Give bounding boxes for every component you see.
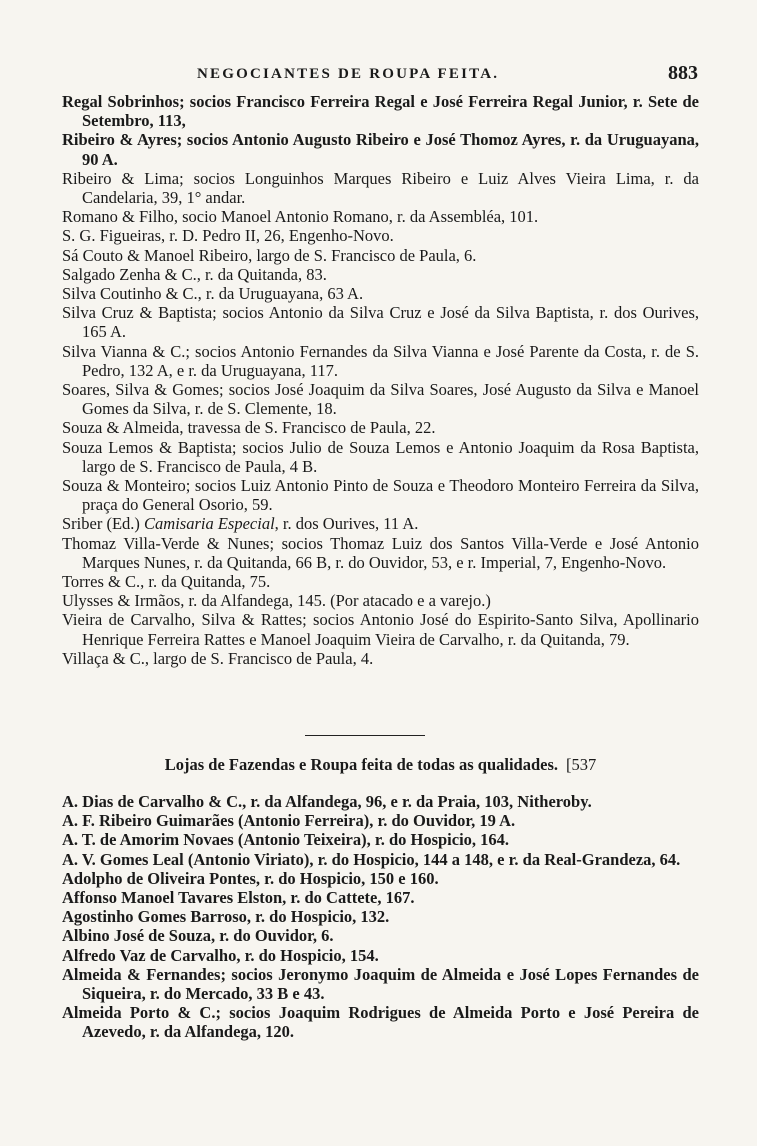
list-item: Agostinho Gomes Barroso, r. do Hospicio, 132. xyxy=(62,907,390,927)
list-item: Adolpho de Oliveira Pontes, r. do Hospicio, 150 e 160. xyxy=(62,868,439,888)
list-item: Regal Sobrinhos; socios Francisco Ferreira Regal e José Ferreira Regal Junior, r. Sete de Setembro, 113, xyxy=(62,92,699,131)
list-item: Alfredo Vaz de Carvalho, r. do Hospicio, 154. xyxy=(62,945,379,965)
list-item: Ribeiro & Lima; socios Longuinhos Marques Ribeiro e Luiz Alves Vieira Lima, r. da Candelaria, 39, 1° andar. xyxy=(62,168,699,208)
list-item: Romano & Filho, socio Manoel Antonio Romano, r. da Assembléa, 101. xyxy=(62,207,539,227)
entry-text: , r. dos Ourives, 11 A. xyxy=(274,514,419,534)
list-item: Silva Coutinho & C., r. da Uruguayana, 63 A. xyxy=(62,284,364,304)
section-title: Lojas de Fazendas e Roupa feita de todas as qualidades. xyxy=(164,755,559,774)
list-item: Souza Lemos & Baptista; socios Julio de Souza Lemos e Antonio Joaquim da Rosa Baptista, largo de S. Francisco de Paula, 4 B. xyxy=(62,437,699,476)
list-item: Thomaz Villa-Verde & Nunes; socios Thomaz Luiz dos Santos Villa-Verde e José Antonio Marques Nunes, r. da Quitanda, 66 B, r. do Ouvidor, 53, e r. Imperial, 7, Engenho-Novo. xyxy=(62,533,699,572)
list-item: S. G. Figueiras, r. D. Pedro II, 26, Engenho-Novo. xyxy=(62,226,394,246)
list-item: Torres & C., r. da Quitanda, 75. xyxy=(62,572,271,592)
list-item: A. Dias de Carvalho & C., r. da Alfandega, 96, e r. da Praia, 103, Nitheroby. xyxy=(62,792,592,811)
list-item: Sá Couto & Manoel Ribeiro, largo de S. Francisco de Paula, 6. xyxy=(62,245,477,265)
list-item: A. T. de Amorim Novaes (Antonio Teixeira), r. do Hospicio, 164. xyxy=(62,830,510,850)
list-item: Salgado Zenha & C., r. da Quitanda, 83. xyxy=(62,264,327,284)
section-reference: [537 xyxy=(566,755,597,774)
list-item: Albino José de Souza, r. do Ouvidor, 6. xyxy=(62,926,334,946)
list-item: Silva Vianna & C.; socios Antonio Fernandes da Silva Vianna e José Parente da Costa, r. de S. Pedro, 132 A, e r. da Uruguayana, 117. xyxy=(62,341,699,380)
list-item: Souza & Almeida, travessa de S. Francisco de Paula, 22. xyxy=(62,418,436,438)
running-title: NEGOCIANTES DE ROUPA FEITA. xyxy=(197,66,500,82)
entry-text: Sriber (Ed.) xyxy=(62,514,145,534)
list-item: Silva Cruz & Baptista; socios Antonio da Silva Cruz e José da Silva Baptista, r. dos Ourives, 165 A. xyxy=(62,303,699,342)
list-item: Villaça & C., largo de S. Francisco de Paula, 4. xyxy=(62,648,374,668)
list-item: Vieira de Carvalho, Silva & Rattes; socios Antonio José do Espirito-Santo Silva, Apollinario Henrique Ferreira Rattes e Manoel Joaquim Vieira de Carvalho, r. da Quitanda, 79. xyxy=(62,610,699,649)
entry-list-bottom xyxy=(62,792,699,1042)
list-item: A. V. Gomes Leal (Antonio Viriato), r. do Hospicio, 144 a 148, e r. da Real-Grandeza, 64. xyxy=(62,849,681,869)
list-item: Affonso Manoel Tavares Elston, r. do Cattete, 167. xyxy=(62,888,415,908)
list-item: Almeida & Fernandes; socios Jeronymo Joaquim de Almeida e José Lopes Fernandes de Siqueira, r. do Mercado, 33 B e 43. xyxy=(62,964,699,1004)
page-header xyxy=(62,62,702,92)
page-number: 883 xyxy=(668,62,698,84)
entry-list-top xyxy=(62,92,699,668)
list-item: A. F. Ribeiro Guimarães (Antonio Ferreira), r. do Ouvidor, 19 A. xyxy=(62,811,516,831)
list-item: Ulysses & Irmãos, r. da Alfandega, 145. (Por atacado e a varejo.) xyxy=(62,591,491,611)
list-item: Ribeiro & Ayres; socios Antonio Augusto Ribeiro e José Thomoz Ayres, r. da Uruguayana, 90 A. xyxy=(62,130,699,169)
list-item: Soares, Silva & Gomes; socios José Joaquim da Silva Soares, José Augusto da Silva e Manoel Gomes da Silva, r. de S. Clemente, 18. xyxy=(62,380,699,419)
section-heading xyxy=(62,755,699,775)
section-divider xyxy=(305,735,425,736)
list-item: Almeida Porto & C.; socios Joaquim Rodrigues de Almeida Porto e José Pereira de Azevedo, r. da Alfandega, 120. xyxy=(62,1003,699,1042)
list-item-sriber xyxy=(62,514,699,533)
list-item: Souza & Monteiro; socios Luiz Antonio Pinto de Souza e Theodoro Monteiro Ferreira da Silva, praça do General Osorio, 59. xyxy=(62,476,699,515)
shop-name-italic: Camisaria Especial xyxy=(144,514,275,534)
